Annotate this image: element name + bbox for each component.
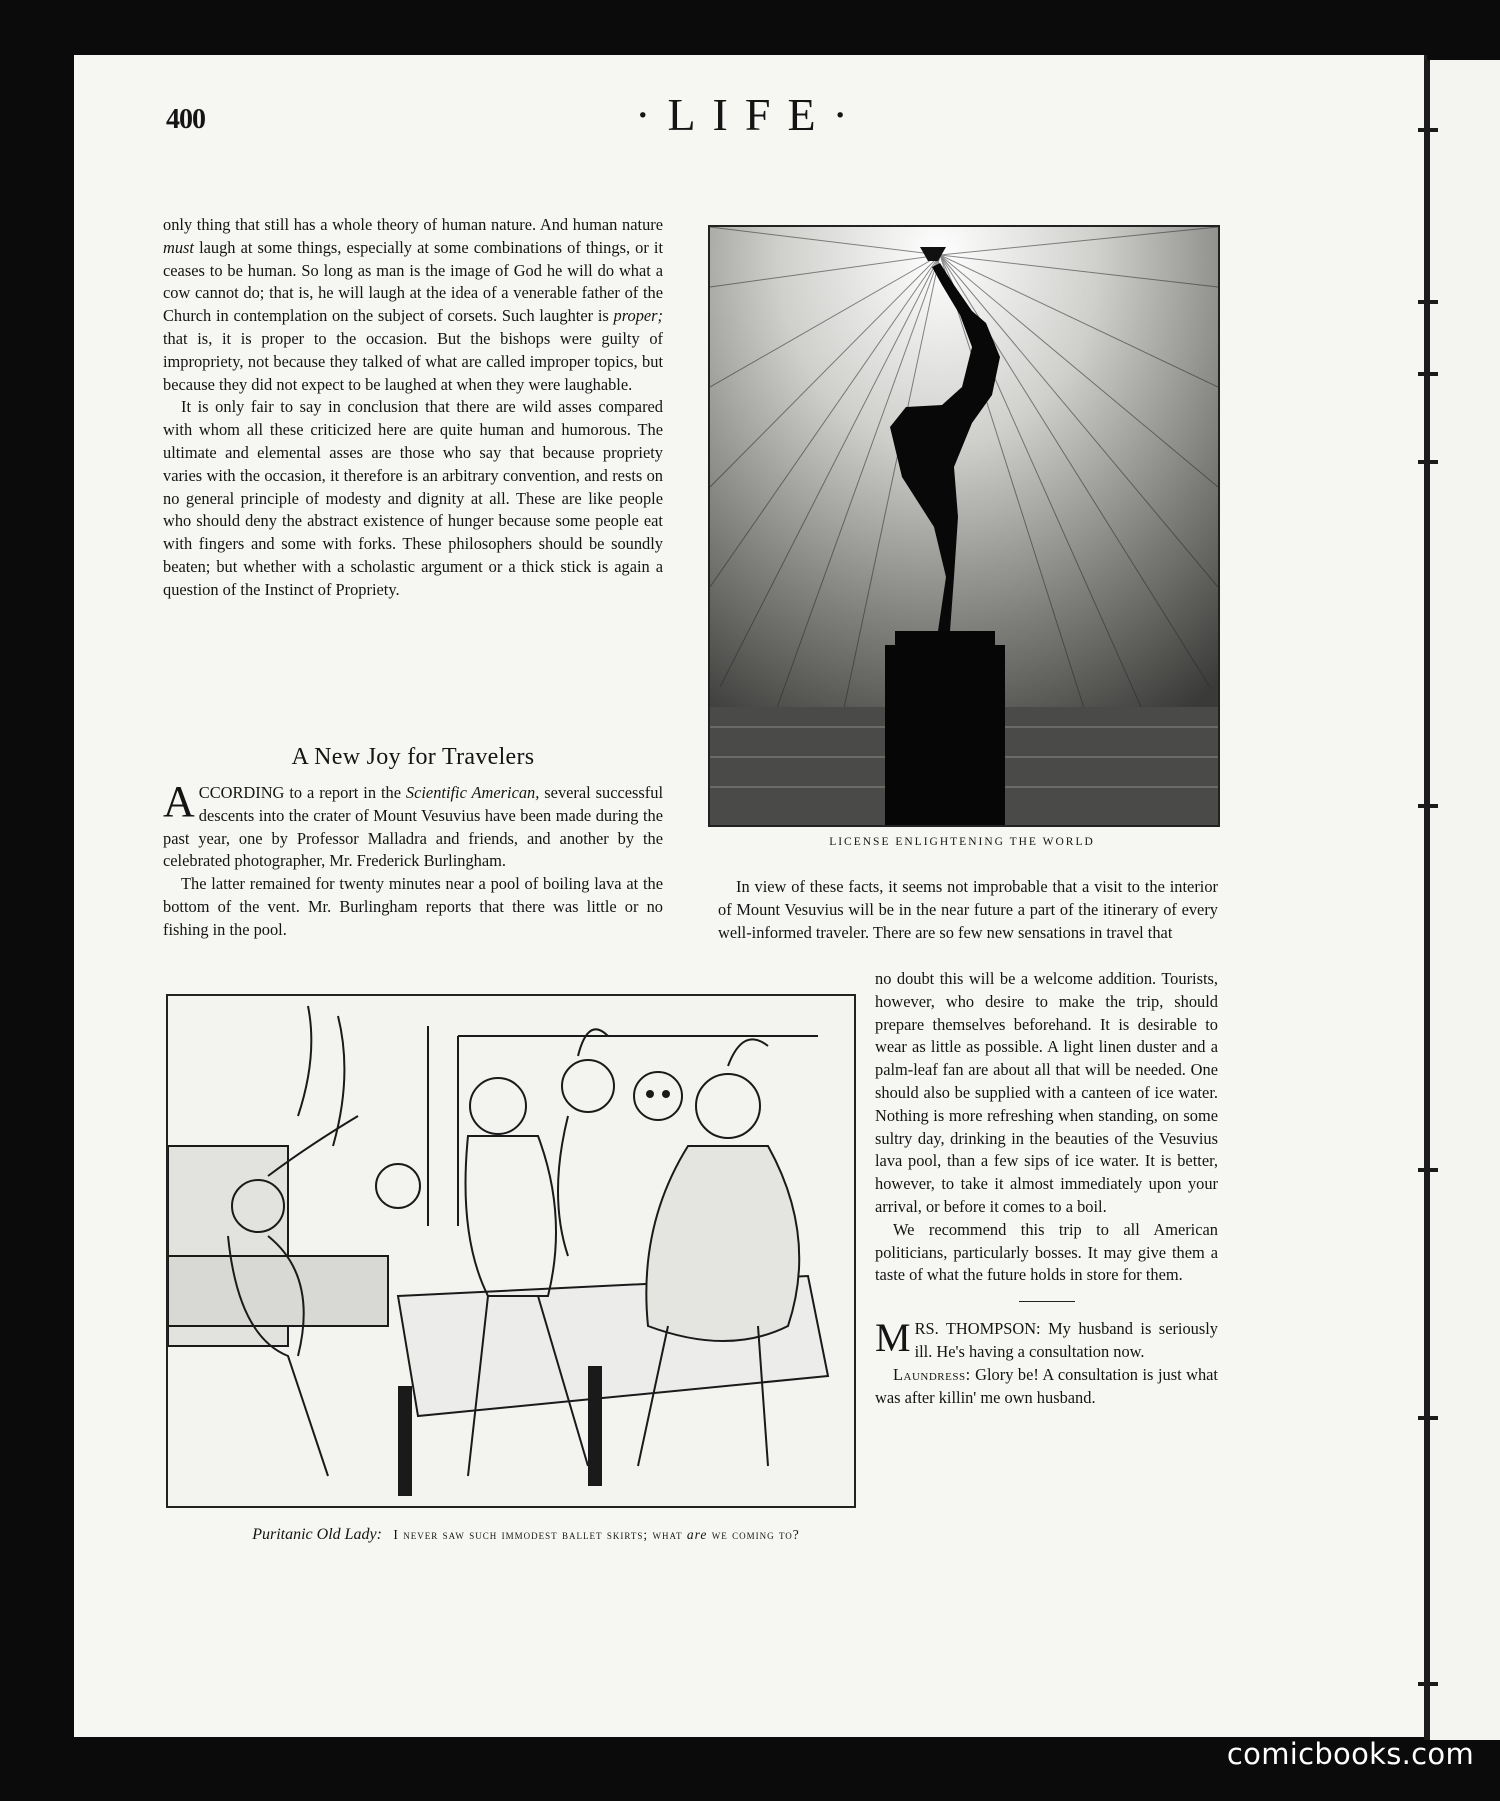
drop-cap: A	[163, 777, 195, 826]
article-paragraph: In view of these facts, it seems not improbable that a visit to the interior of Mount Vesuvius will be in the near future a part of the itinerary of every well-informed traveler. There are so few new sensations in travel that	[718, 877, 1218, 942]
joke-paragraph: Laundress: Glory be! A consultation is just what was after killin' me own husband.	[875, 1364, 1218, 1407]
church-cartoon	[166, 994, 856, 1508]
joke-paragraph: MRS. THOMPSON: My husband is seriously ill. He's having a consultation now.	[875, 1315, 1218, 1361]
caption-speaker: Puritanic Old Lady:	[252, 1526, 382, 1543]
essay-paragraph: only thing that still has a whole theory of human nature. And human nature must laugh at some things, especially at some combinations of things, or it ceases to be human. So long as man is the image of God he will do what a cow cannot do; that is, he will laugh at the idea of a venerable father of the Church in contemplation on the subject of corsets. Such laughter is proper; that is, it is proper to the occasion. But the bishops were guilty of impropriety, not because they talked of what are called improper topics, but because they did not expect to be laughed at when they were laughable.	[163, 215, 663, 394]
cartoon-caption	[236, 1523, 816, 1547]
article-paragraph: We recommend this trip to all American politicians, particularly bosses. It may give them a taste of what the future holds in store for them.	[875, 1219, 1218, 1285]
article-heading: A New Joy for Travelers	[291, 744, 535, 770]
statue-illustration	[708, 225, 1220, 827]
caption-dialogue: I never saw such immodest ballet skirts; what are we coming to?	[393, 1527, 800, 1542]
article-paragraph: no doubt this will be a welcome addition. Tourists, however, who desire to make the trip, should prepare themselves beforehand. It is desirable to wear as little as possible. A light linen duster and a palm-leaf fan are about all that will be needed. One should also be supplied with a canteen of ice water. Nothing is more refreshing when standing, on some sultry day, drinking in the beauties of the Vesuvius lava pool, than a few sips of ice water. It is better, however, to take it almost immediately upon your arrival, or before it comes to a boil.	[875, 969, 1218, 1216]
next-page-edge	[1424, 60, 1500, 1740]
article-paragraph: ACCORDING to a report in the Scientific American, several successful descents into the crater of Mount Vesuvius have been made during the past year, one by Professor Malladra and friends, and another by the celebrated photographer, Mr. Frederick Burlingham.	[163, 777, 663, 871]
page-number: 400	[166, 104, 205, 135]
statue-caption: LICENSE ENLIGHTENING THE WORLD	[829, 836, 1095, 848]
watermark-label: comicbooks.com	[1226, 1737, 1474, 1771]
article-intro	[163, 777, 663, 942]
essay-paragraph: It is only fair to say in conclusion that there are wild asses compared with whom all these criticized here are quite human and humorous. The ultimate and elemental asses are those who say that because propriety varies with the occasion, it therefore is an arbitrary convention, and rests on no general principle of modesty and dignity at all. These are like people who should deny the abstract existence of hunger because some people eat with fingers and some with forks. These philosophers should be soundly beaten; but whether with a scholastic argument or a thick stick is again a question of the Instinct of Propriety.	[163, 397, 663, 599]
masthead-title: ·LIFE·	[635, 89, 865, 140]
article-continuation-narrow	[875, 968, 1218, 1409]
drop-cap: M	[875, 1315, 911, 1361]
essay-conclusion	[163, 214, 663, 602]
article-paragraph: The latter remained for twenty minutes near a pool of boiling lava at the bottom of the vent. Mr. Burlingham reports that there was little or no fishing in the pool.	[163, 874, 663, 939]
section-rule	[1019, 1301, 1075, 1302]
article-continuation	[718, 876, 1218, 944]
